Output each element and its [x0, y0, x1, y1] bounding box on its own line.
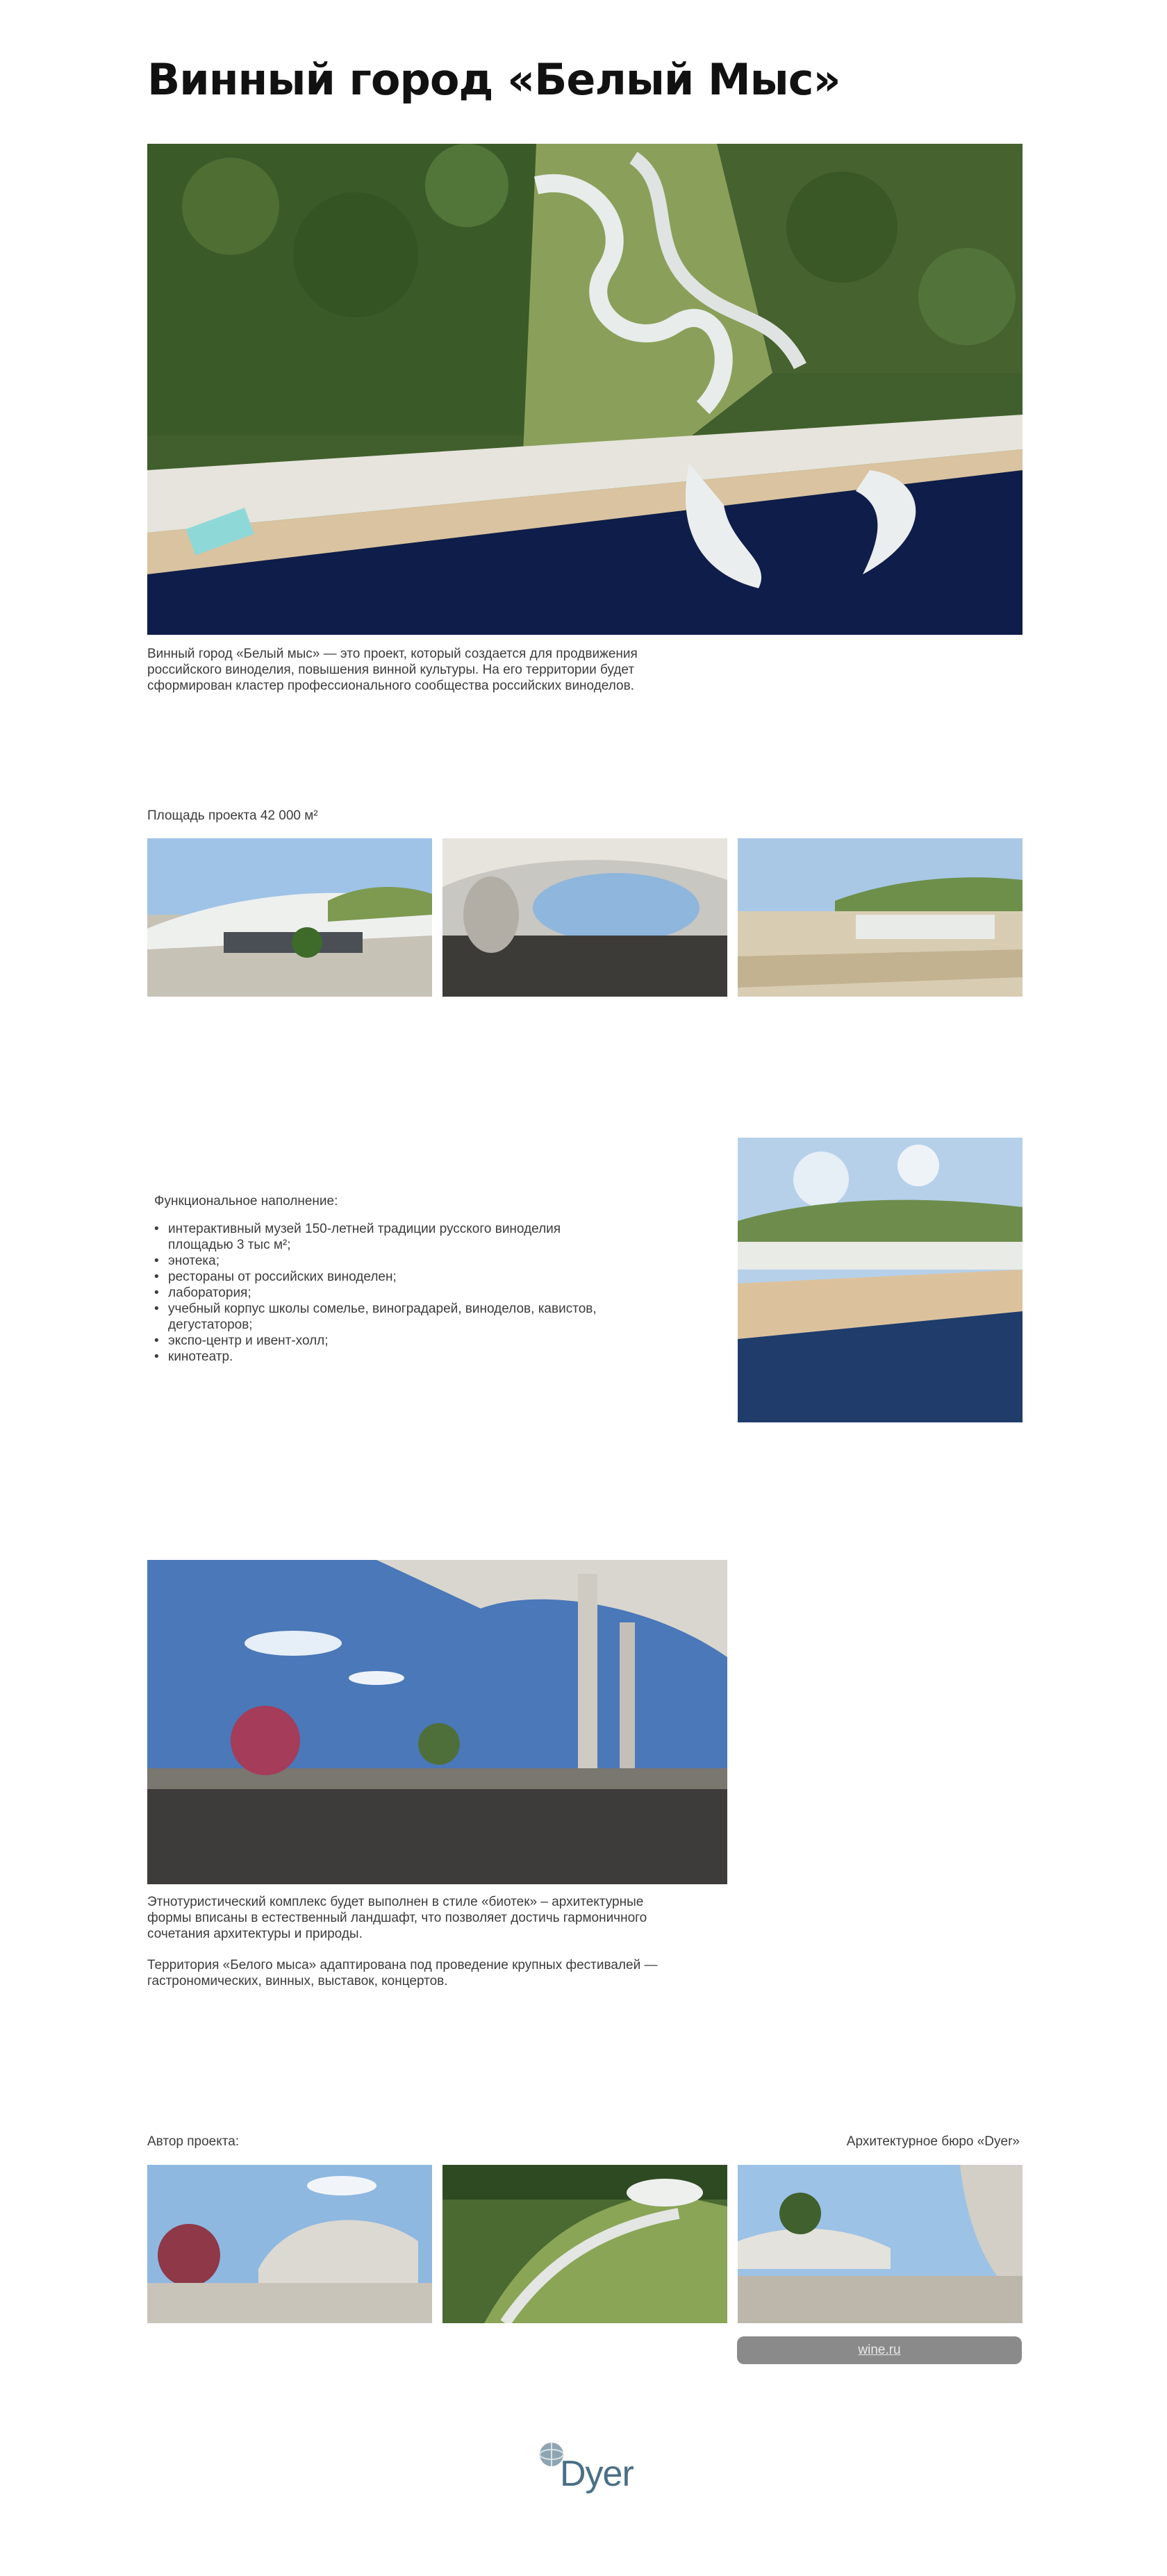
logo-text: Dyer	[560, 2454, 634, 2494]
author-image-1	[147, 2165, 432, 2323]
functions-heading: Функциональное наполнение:	[154, 1194, 338, 1208]
list-item: • энотека;	[154, 1253, 599, 1269]
author-image-2	[442, 2165, 727, 2323]
dyer-logo[interactable]	[535, 2439, 639, 2502]
hero-aerial-image	[147, 144, 1023, 635]
terrace-image	[147, 1560, 727, 1884]
list-item: • интерактивный музей 150-летней традиции русского виноделия площадью 3 тыс м²;	[154, 1221, 599, 1253]
bureau-name: Архитектурное бюро «Dyer»	[846, 2134, 1020, 2149]
list-item: • экспо-центр и ивент-холл;	[154, 1333, 599, 1349]
functions-list	[154, 1221, 599, 1365]
page-title: Винный город «Белый Мыс»	[147, 54, 841, 105]
gallery-image-1	[147, 838, 432, 997]
list-item: • рестораны от российских виноделен;	[154, 1269, 599, 1285]
list-item: • кинотеатр.	[154, 1349, 599, 1365]
author-label: Автор проекта:	[147, 2134, 240, 2149]
area-label: Площадь проекта 42 000 м²	[147, 808, 318, 823]
list-item: • лаборатория;	[154, 1285, 599, 1301]
beach-image	[738, 1138, 1023, 1422]
wine-link-button[interactable]	[737, 2336, 1022, 2364]
list-item: • учебный корпус школы сомелье, виноградарей, виноделов, кавистов, дегустаторов;	[154, 1301, 599, 1333]
style-paragraph-2: Территория «Белого мыса» адаптирована под проведение крупных фестивалей — гастрономических, винных, выставок, концертов.	[147, 1958, 658, 1988]
wine-link-label[interactable]: wine.ru	[858, 2343, 901, 2357]
gallery-image-3	[738, 838, 1023, 997]
gallery-image-2	[442, 838, 727, 997]
intro-paragraph: Винный город «Белый мыс» — это проект, который создается для продвижения российского виноделия, повышения винной культуры. На его территории будет сформирован кластер профессионального сообщества российских виноделов.	[147, 647, 638, 693]
author-image-3	[738, 2165, 1023, 2323]
style-paragraph-1: Этнотуристический комплекс будет выполнен в стиле «биотек» – архитектурные формы вписаны в естественный ландшафт, что позволяет достичь гармоничного сочетания архитектуры и природы.	[147, 1895, 647, 1941]
